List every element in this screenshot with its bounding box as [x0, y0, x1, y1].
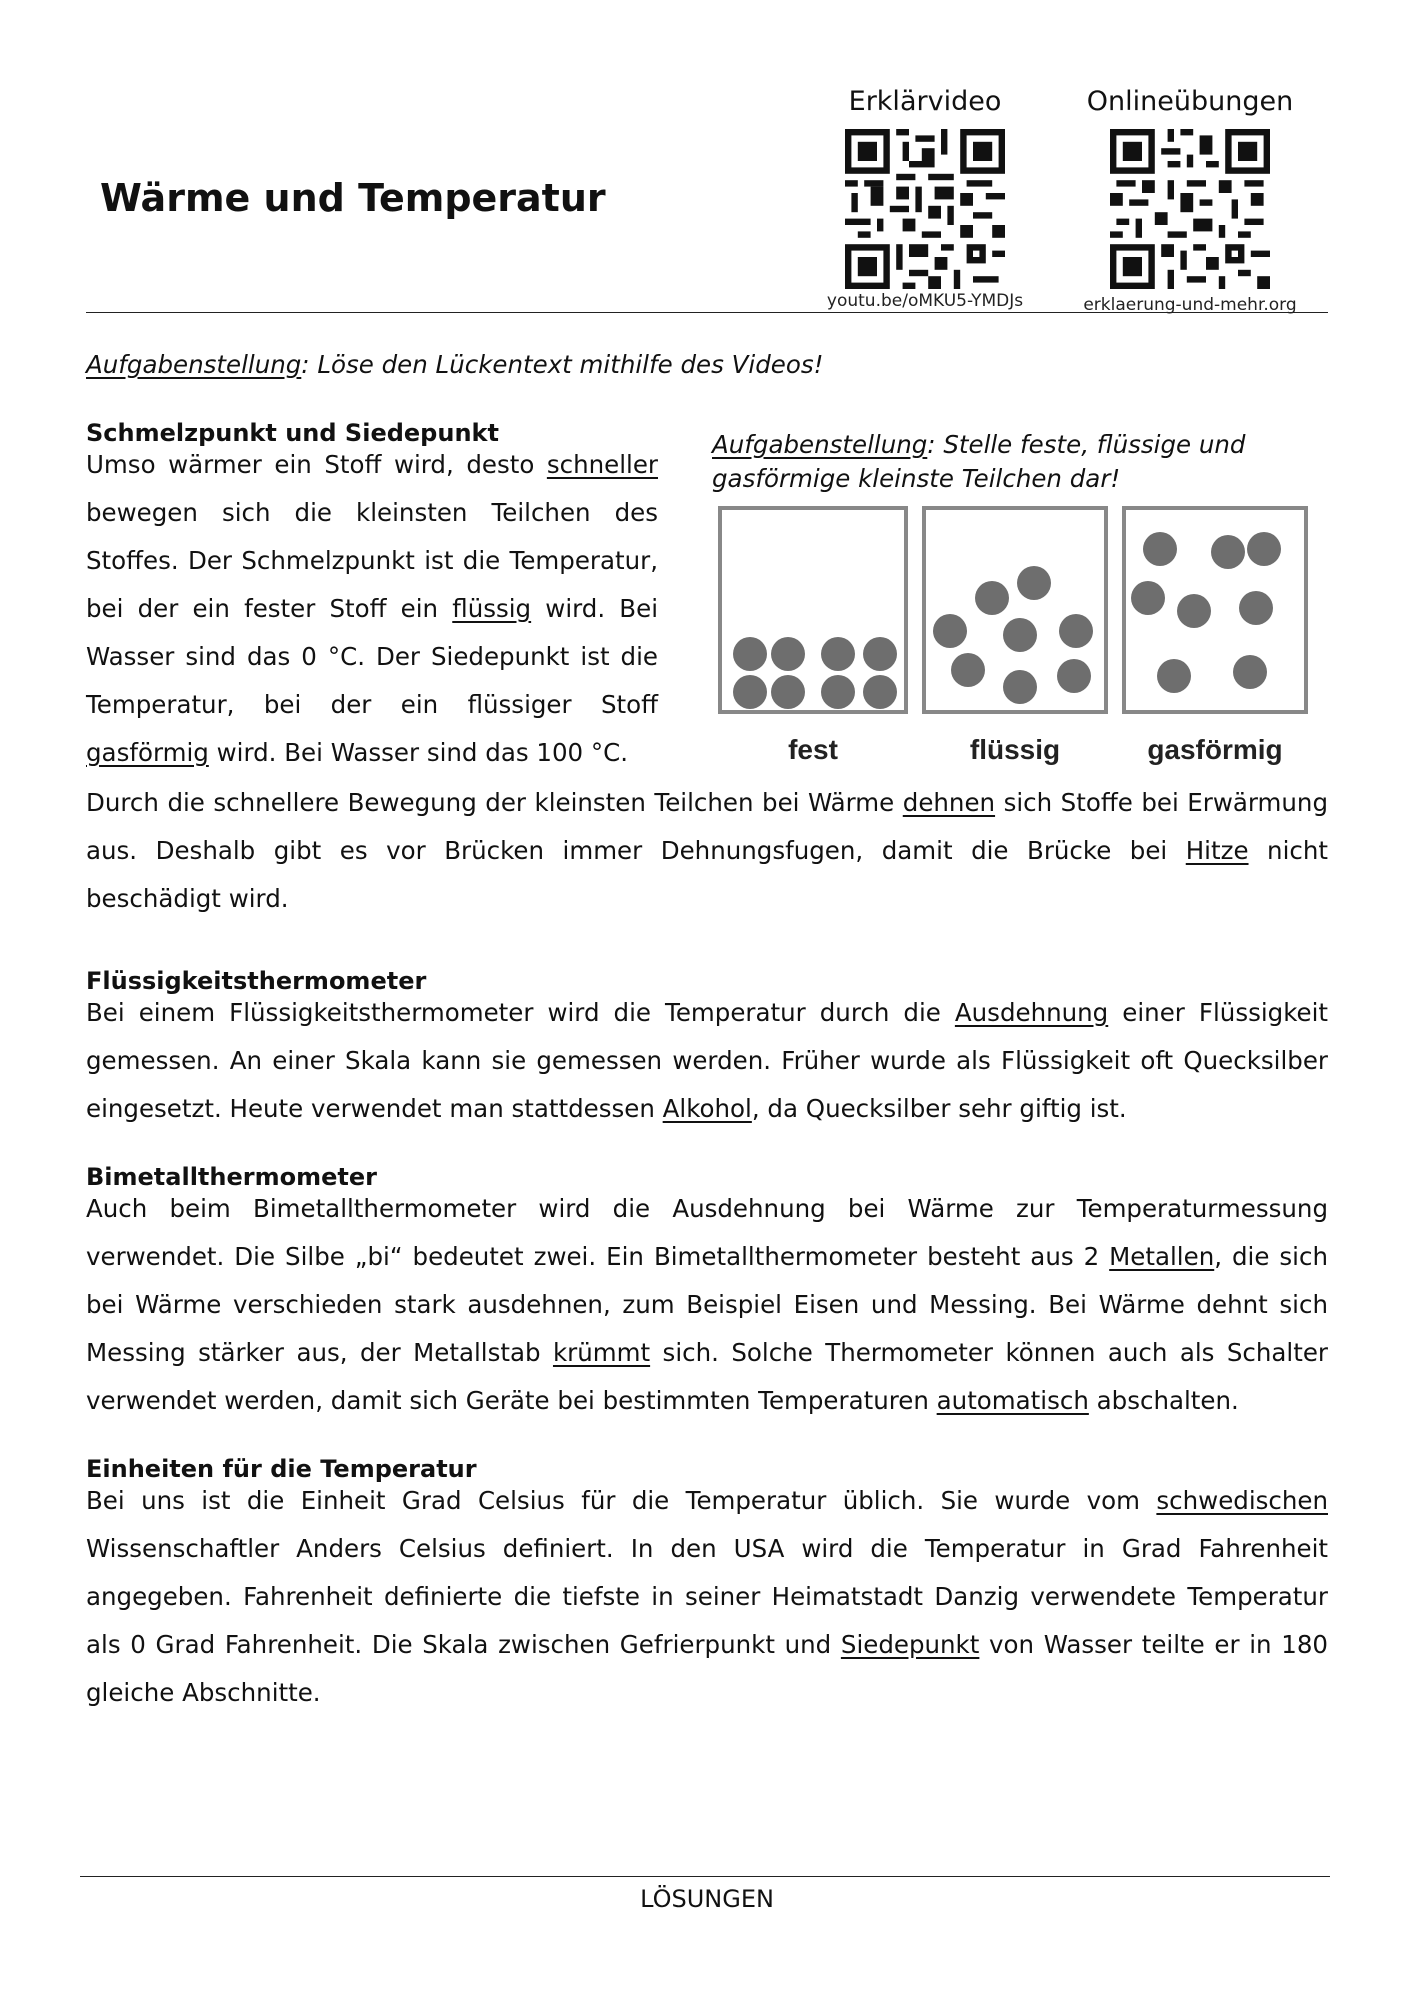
particle-group [1131, 532, 1281, 693]
section-heading-einheiten: Einheiten für die Temperatur [86, 1455, 477, 1483]
text-run: einer Flüssigkeit gemessen. An einer Skala kann sie gemessen werden. Früher wurde als Flüssigkeit oft Quecksilber eingesetzt. Heute verwendet man stattdessen [86, 998, 1329, 1123]
text-run: sich Stoffe bei Erwärmung aus. Deshalb gibt es vor Brücken immer Dehnungsfugen, damit die Brücke bei [86, 788, 1328, 865]
qr-code-online-icon[interactable] [1110, 129, 1270, 289]
section1-paragraph-2 [86, 779, 1328, 923]
answer-schneller: schneller [546, 450, 658, 479]
particles-liquid [926, 510, 1104, 710]
task-instruction-2-label: Aufgabenstellung [712, 430, 928, 459]
particle-group [933, 566, 1093, 704]
particle-box-liquid [922, 506, 1108, 714]
answer-alkohol: Alkohol [662, 1094, 752, 1123]
text-run: wird. Bei Wasser sind das 0 °C. Der Siedepunkt ist die Temperatur, bei der ein flüssiger Stoff [86, 594, 658, 719]
text-run: , die sich bei Wärme verschieden stark ausdehnen, zum Beispiel Eisen und Messing. Bei Wärme dehnt sich Messing stärker aus, der Metallstab [86, 1242, 1328, 1367]
particles-gas [1126, 510, 1304, 710]
qr-online-block [1070, 86, 1310, 315]
section-heading-bimetallthermometer: Bimetallthermometer [86, 1163, 377, 1191]
text-run: Auch beim Bimetallthermometer wird die Ausdehnung bei Wärme zur Temperaturmessung verwendet. Die Silbe „bi“ bedeutet zwei. Ein Bimetallthermometer besteht aus 2 [86, 1194, 1328, 1271]
text-run: wird. Bei Wasser sind das 100 °C. [208, 738, 629, 767]
label-solid: fest [788, 734, 838, 765]
answer-gasfoermig: gasförmig [86, 738, 209, 767]
qr-online-label: Onlineübungen [1086, 86, 1294, 117]
answer-fluessig: flüssig [452, 594, 532, 623]
text-run: Durch die schnellere Bewegung der kleinsten Teilchen bei Wärme [86, 788, 903, 817]
text-run: von Wasser teilte er in 180 gleiche Abschnitte. [86, 1630, 1328, 1707]
text-run: Bei einem Flüssigkeitsthermometer wird die Temperatur durch die [86, 998, 955, 1027]
particle-group [733, 637, 897, 709]
label-gas: gasförmig [1147, 734, 1283, 765]
answer-automatisch: automatisch [936, 1386, 1089, 1415]
text-run: sich. Solche Thermometer können auch als Schalter verwendet werden, damit sich Geräte bei bestimmten Temperaturen [86, 1338, 1328, 1415]
answer-hitze: Hitze [1185, 836, 1249, 865]
section4-paragraph [86, 1477, 1328, 1717]
footer-divider [80, 1876, 1330, 1877]
text-run: nicht beschädigt wird. [86, 836, 1328, 913]
qr-code-video-icon[interactable] [845, 129, 1005, 289]
task-instruction-1-label: Aufgabenstellung [86, 350, 302, 379]
qr-online-url[interactable]: erklaerung-und-mehr.org [1083, 295, 1297, 315]
qr-video-label: Erklärvideo [848, 86, 1002, 117]
text-run: Umso wärmer ein Stoff wird, desto [86, 450, 547, 479]
text-run: abschalten. [1088, 1386, 1239, 1415]
answer-siedepunkt: Siedepunkt [840, 1630, 980, 1659]
qr-video-url[interactable]: youtu.be/oMKU5-YMDJs [826, 291, 1024, 311]
text-run: bewegen sich die kleinsten Teilchen des Stoffes. Der Schmelzpunkt ist die Temperatur, bei der ein fester Stoff ein [86, 498, 658, 623]
task-instruction-1 [86, 350, 823, 379]
task-instruction-2-line2: gasförmige kleinste Teilchen dar! [712, 464, 1121, 493]
header-divider [86, 312, 1328, 313]
qr-video-block [805, 86, 1045, 311]
answer-dehnen: dehnen [902, 788, 996, 817]
task-instruction-1-text: : Löse den Lückentext mithilfe des Videos! [301, 350, 824, 379]
answer-schwedischen: schwedischen [1156, 1486, 1328, 1515]
section2-paragraph [86, 989, 1328, 1133]
answer-metallen: Metallen [1109, 1242, 1215, 1271]
task-instruction-2-text: : Stelle feste, flüssige und [927, 430, 1246, 459]
section3-paragraph [86, 1185, 1328, 1425]
answer-kruemmt: krümmt [552, 1338, 651, 1367]
footer-label: LÖSUNGEN [640, 1885, 774, 1913]
section1-paragraph-1 [86, 441, 658, 777]
section-heading-schmelzpunkt: Schmelzpunkt und Siedepunkt [86, 419, 499, 447]
particle-box-gas [1122, 506, 1308, 714]
label-liquid: flüssig [969, 734, 1061, 765]
answer-ausdehnung: Ausdehnung [954, 998, 1109, 1027]
particles-solid [722, 510, 904, 710]
text-run: , da Quecksilber sehr giftig ist. [751, 1094, 1127, 1123]
section-heading-fluessigkeitsthermometer: Flüssigkeitsthermometer [86, 967, 427, 995]
text-run: Bei uns ist die Einheit Grad Celsius für die Temperatur üblich. Sie wurde vom [86, 1486, 1157, 1515]
text-run: Wissenschaftler Anders Celsius definiert. In den USA wird die Temperatur in Grad Fahrenheit angegeben. Fahrenheit definierte die tiefste in seiner Heimatstadt Danzig verwendete Temperatur als 0 Grad Fahrenheit. Die Skala zwischen Gefrierpunkt und [86, 1534, 1328, 1659]
page-title: Wärme und Temperatur [100, 176, 606, 220]
particle-box-solid [718, 506, 908, 714]
task-instruction-2 [712, 428, 1245, 496]
